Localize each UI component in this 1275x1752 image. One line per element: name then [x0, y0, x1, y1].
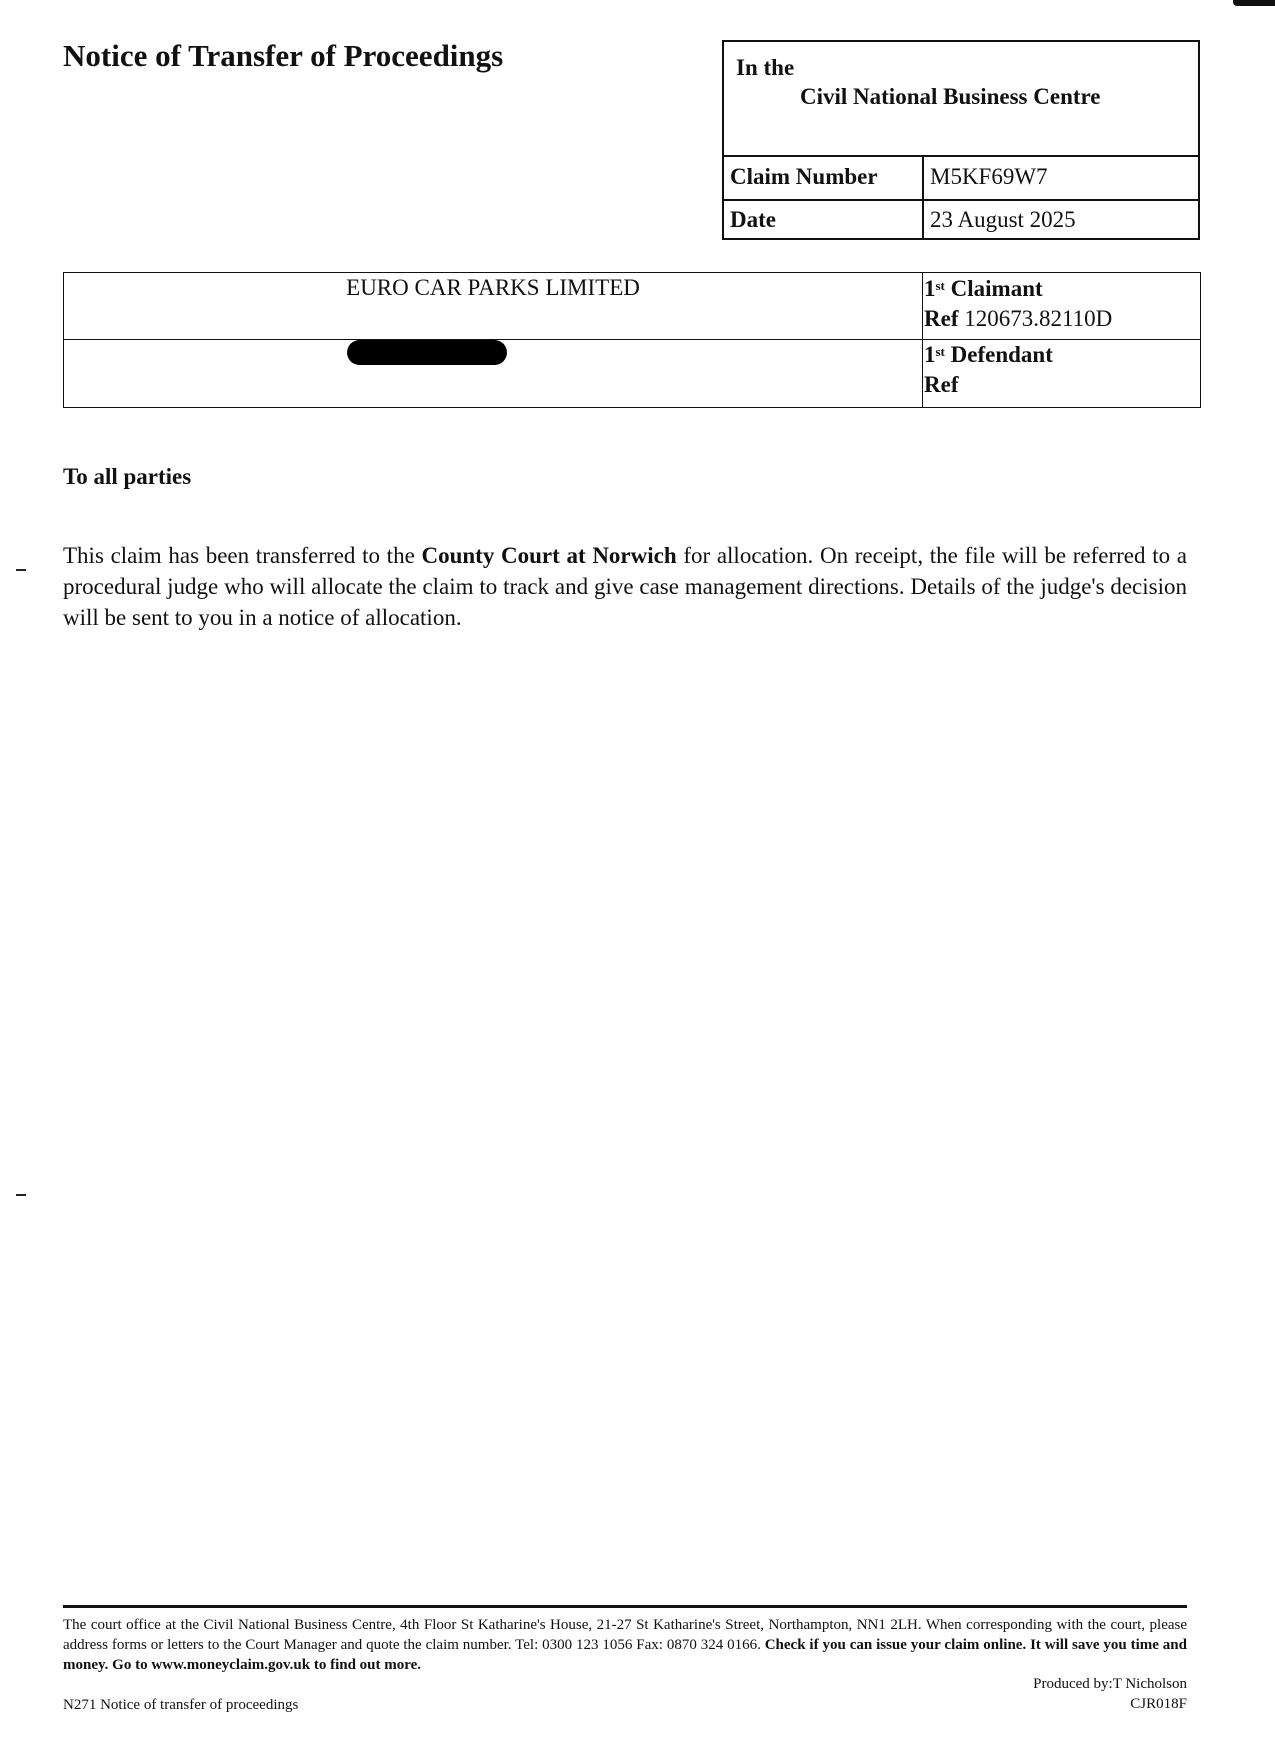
form-name: N271 Notice of transfer of proceedings: [63, 1697, 299, 1713]
claimant-role-label: Claimant: [950, 276, 1043, 301]
footer-online-claim-text: Check if you can issue your claim online. It will save you time and money. Go to www.moneyclaim.gov.uk to find out more.: [63, 1637, 1187, 1673]
court-box-divider: [724, 155, 1198, 157]
claimant-ref-label: Ref: [924, 306, 959, 331]
court-info-box: [722, 40, 1200, 240]
produced-by-text: Produced by:T Nicholson: [1033, 1676, 1187, 1692]
defendant-ref-label: Ref: [924, 372, 959, 397]
receiving-court-name: County Court at Norwich: [421, 543, 677, 568]
defendant-ref: [924, 371, 958, 399]
body-text-before: This claim has been transferred to the: [63, 543, 422, 568]
transfer-notice-text: [63, 540, 1187, 633]
claimant-ref: [924, 305, 1112, 333]
footer-address-text: The court office at the Civil National Business Centre, 4th Floor St Katharine's House, 21-27 St Katharine's Street, Northampton, NN1 2LH. When corresponding with the court, please address forms or letters to the Court Manager and quote the claim number. Tel: 0300 123 1056 Fax: 0870 324 0166.: [63, 1617, 1187, 1653]
parties-row-divider: [64, 339, 1200, 340]
defendant-role-label: Defendant: [950, 342, 1053, 367]
footer-divider: [63, 1605, 1187, 1608]
date-value: 23 August 2025: [930, 207, 1076, 232]
defendant-ordinal-suffix: st: [935, 344, 945, 359]
reference-code: CJR018F: [1130, 1696, 1187, 1712]
parties-column-divider: [922, 273, 923, 407]
claimant-ordinal: 1: [924, 276, 936, 301]
claim-number-value: M5KF69W7: [930, 164, 1048, 189]
in-the-label: In the: [736, 55, 795, 80]
document-title: Notice of Transfer of Proceedings: [63, 38, 504, 73]
defendant-ordinal: 1: [924, 342, 936, 367]
court-box-column-divider: [922, 155, 924, 238]
footer-court-office-text: [63, 1615, 1187, 1675]
claimant-ref-value: 120673.82110D: [964, 306, 1113, 331]
margin-mark: [16, 1194, 26, 1196]
date-label: Date: [730, 207, 776, 232]
defendant-role: [924, 341, 1053, 369]
body-text-after: for allocation. On receipt, the file will be referred to a procedural judge who will allocate the claim to track and give case management directions. Details of the judge's decision will be sent to you in a notice of allocation.: [63, 543, 1187, 630]
claimant-role: [924, 275, 1043, 303]
addressee-heading: To all parties: [63, 464, 192, 489]
scan-corner-mark: [1233, 0, 1275, 6]
margin-mark: [16, 569, 26, 571]
claimant-name: EURO CAR PARKS LIMITED: [346, 275, 640, 300]
claimant-ordinal-suffix: st: [935, 278, 945, 293]
defendant-name-redaction: [347, 340, 507, 365]
produced-by-block: [1033, 1674, 1187, 1714]
court-box-row-divider: [724, 199, 1198, 201]
parties-table: [63, 272, 1201, 408]
court-name: Civil National Business Centre: [800, 84, 1101, 109]
claim-number-label: Claim Number: [730, 164, 878, 189]
